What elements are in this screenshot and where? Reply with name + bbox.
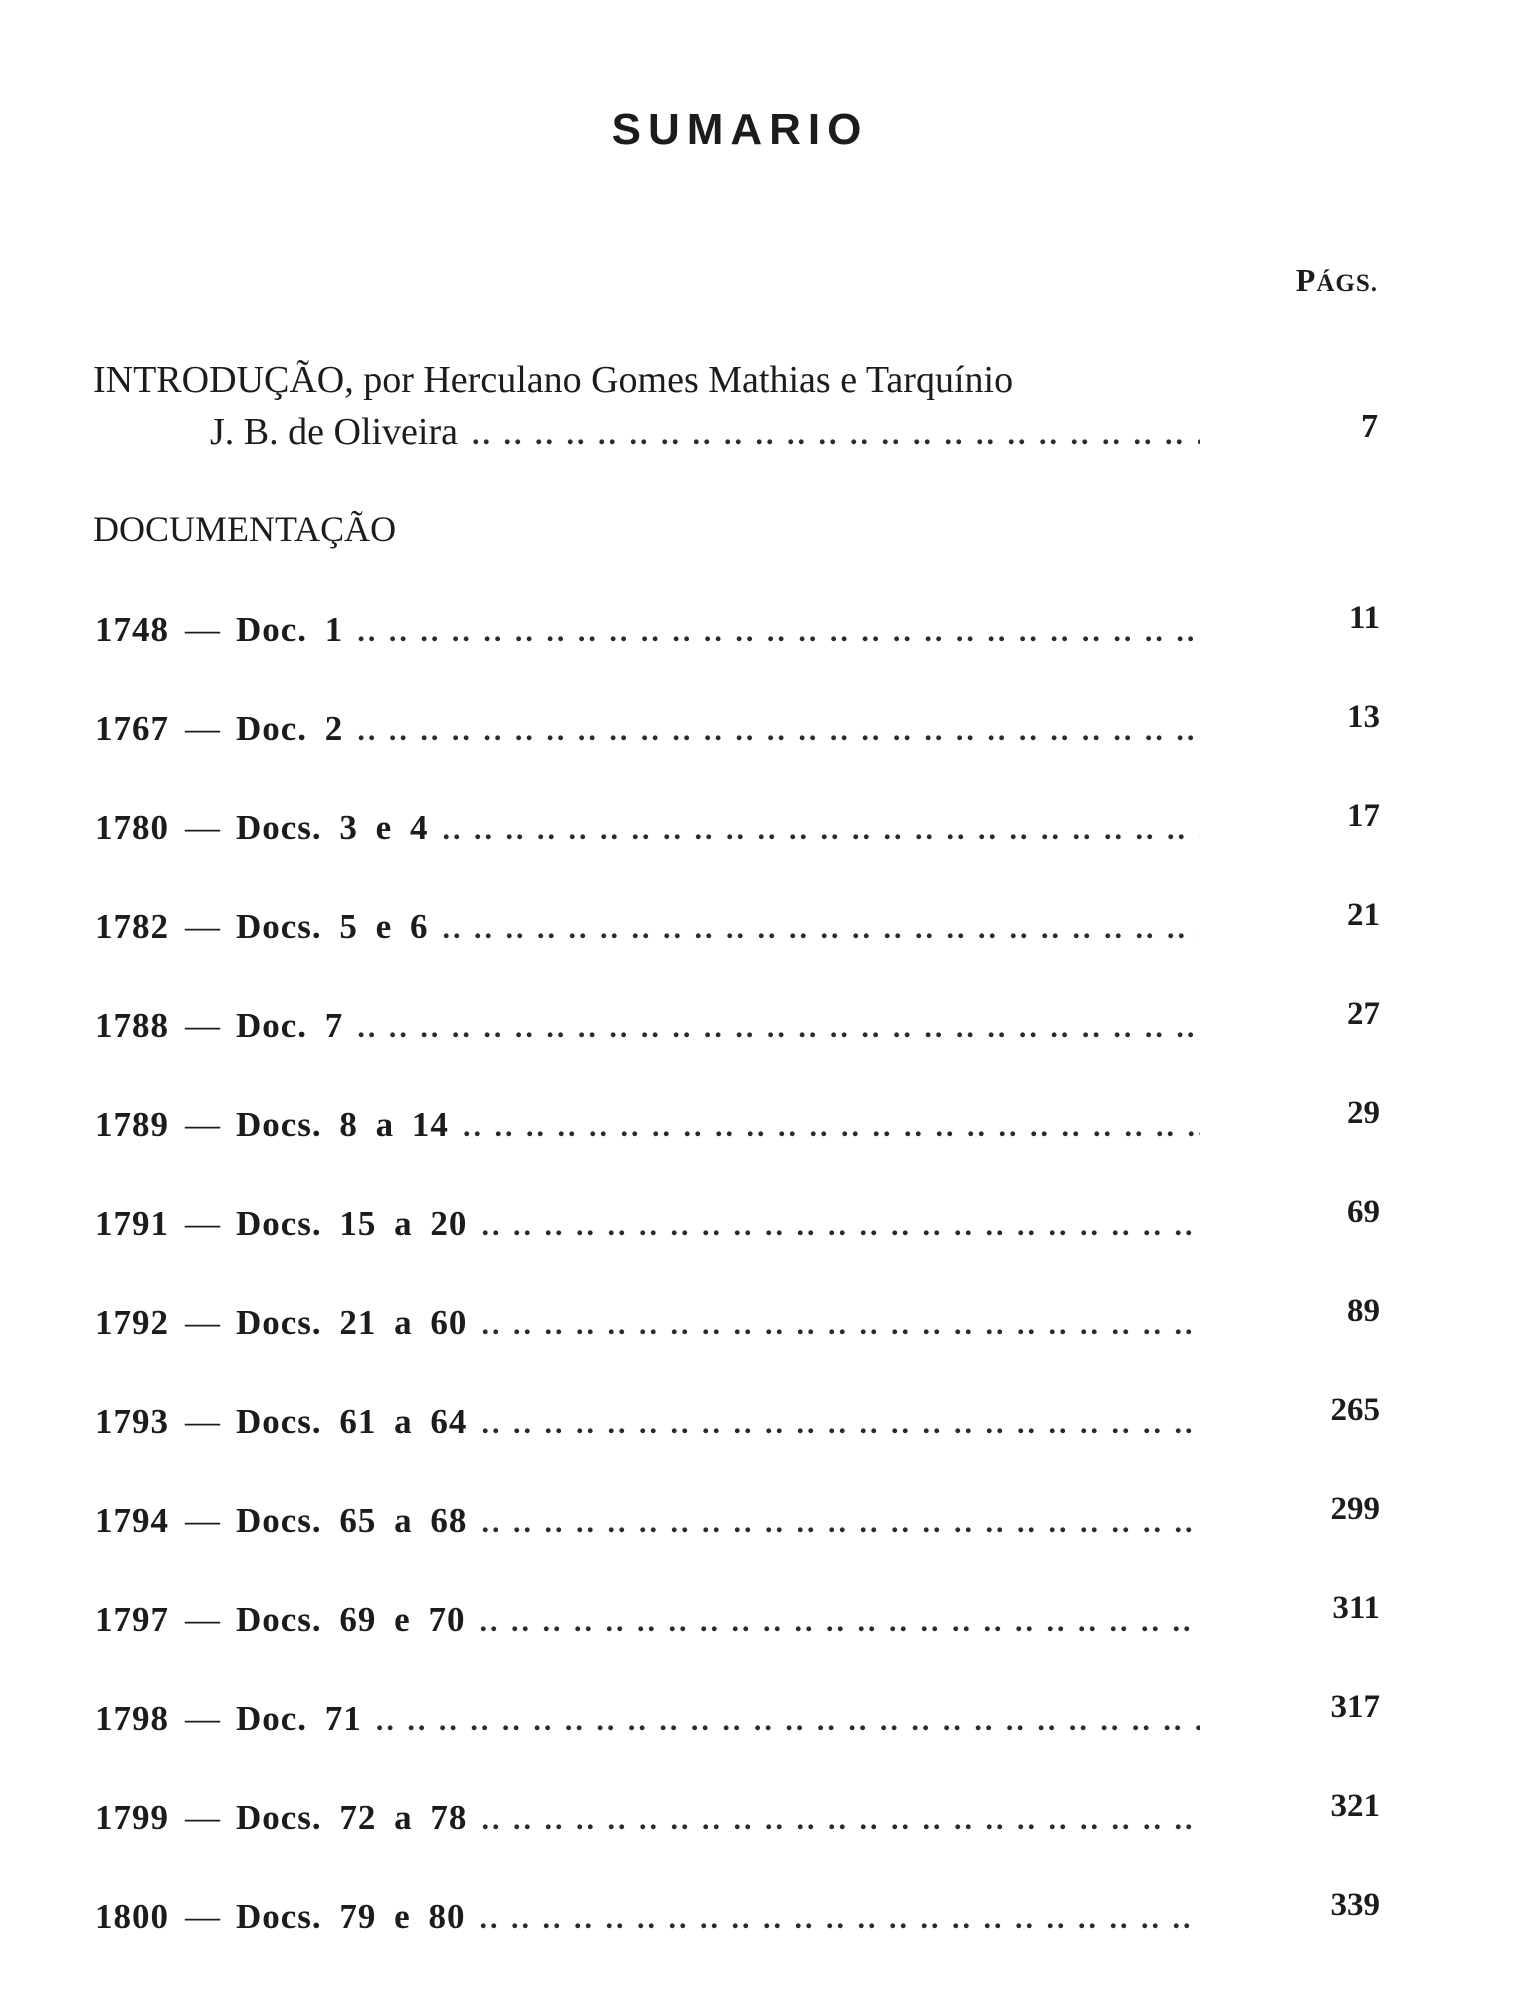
entry-docs: Docs. 72 a 78	[236, 1798, 468, 1837]
entry-page-number: 21	[1347, 897, 1380, 933]
entry-docs: Docs. 65 a 68	[236, 1501, 468, 1540]
toc-entry-text	[95, 1204, 1200, 1264]
entry-year: 1799	[95, 1798, 169, 1837]
dot-leader	[481, 1209, 1200, 1243]
toc-entry	[95, 699, 1380, 769]
toc-entry	[95, 1392, 1380, 1462]
introduction-title: INTRODUÇÃO, por Herculano Gomes Mathias e Tarquínio	[93, 359, 1014, 401]
dot-leader	[479, 1605, 1200, 1639]
entry-docs: Docs. 61 a 64	[236, 1402, 468, 1441]
toc-entry-text	[95, 1798, 1200, 1858]
entry-year: 1792	[95, 1303, 169, 1342]
entry-page-number: 299	[1330, 1491, 1380, 1527]
toc-entry	[95, 1491, 1380, 1561]
entry-dash: —	[185, 1303, 220, 1342]
entry-docs: Docs. 79 e 80	[236, 1897, 466, 1936]
toc-entry	[95, 1689, 1380, 1759]
toc-entry-text	[95, 1699, 1200, 1759]
entry-page-number: 321	[1330, 1788, 1380, 1824]
toc-entry-text	[95, 1897, 1200, 1957]
entry-dash: —	[185, 1897, 220, 1936]
dot-leader	[481, 1308, 1200, 1342]
dot-leader	[376, 1704, 1200, 1738]
toc-entry	[95, 1887, 1380, 1957]
entry-year: 1780	[95, 808, 169, 847]
toc-entry	[95, 798, 1380, 868]
entry-docs: Docs. 5 e 6	[236, 907, 429, 946]
entry-page-number: 311	[1332, 1590, 1380, 1626]
entry-page-number: 29	[1347, 1095, 1380, 1131]
toc-entry-text	[95, 1303, 1200, 1363]
entry-dash: —	[185, 610, 220, 649]
introduction-authors-line	[210, 410, 1200, 460]
entry-year: 1767	[95, 709, 169, 748]
entry-docs: Docs. 69 e 70	[236, 1600, 466, 1639]
introduction-page-number: 7	[1361, 408, 1378, 445]
toc-entry	[95, 1293, 1380, 1363]
entry-docs: Docs. 8 a 14	[236, 1105, 449, 1144]
entry-dash: —	[185, 709, 220, 748]
entry-page-number: 265	[1330, 1392, 1380, 1428]
dot-leader	[481, 1506, 1200, 1540]
toc-entry-text	[95, 1006, 1200, 1066]
entry-year: 1798	[95, 1699, 169, 1738]
toc-entry	[95, 1095, 1380, 1165]
dot-leader	[357, 1011, 1200, 1045]
page-title: SUMARIO	[611, 105, 869, 154]
entry-docs: Doc. 1	[236, 610, 344, 649]
toc-entry	[95, 1590, 1380, 1660]
introduction-authors: J. B. de Oliveira	[210, 411, 459, 453]
entry-dash: —	[185, 1006, 220, 1045]
entry-dash: —	[185, 1204, 220, 1243]
toc-entry-text	[95, 1402, 1200, 1462]
pages-header-initial: P	[1295, 262, 1317, 298]
entry-year: 1800	[95, 1897, 169, 1936]
dot-leader	[479, 1902, 1200, 1936]
dot-leader	[442, 813, 1200, 847]
toc-entry-text	[95, 610, 1200, 670]
entry-page-number: 13	[1347, 699, 1380, 735]
entry-dash: —	[185, 1699, 220, 1738]
entry-year: 1791	[95, 1204, 169, 1243]
entry-docs: Docs. 3 e 4	[236, 808, 429, 847]
entry-page-number: 69	[1347, 1194, 1380, 1230]
dot-leader	[463, 1110, 1200, 1144]
toc-entry	[95, 996, 1380, 1066]
pages-column-header	[1296, 262, 1378, 299]
entry-page-number: 89	[1347, 1293, 1380, 1329]
entry-dash: —	[185, 907, 220, 946]
toc-entry	[95, 600, 1380, 670]
entry-docs: Doc. 2	[236, 709, 344, 748]
entry-dash: —	[185, 1600, 220, 1639]
entry-page-number: 11	[1348, 600, 1380, 636]
toc-entry-text	[95, 1105, 1200, 1165]
dot-leader	[357, 615, 1200, 649]
entry-year: 1789	[95, 1105, 169, 1144]
section-heading: DOCUMENTAÇÃO	[93, 509, 397, 549]
entry-dash: —	[185, 1402, 220, 1441]
pages-header-rest: ÁGS.	[1316, 270, 1378, 297]
entry-page-number: 27	[1347, 996, 1380, 1032]
toc-entry-text	[95, 808, 1200, 868]
entry-year: 1797	[95, 1600, 169, 1639]
entry-year: 1794	[95, 1501, 169, 1540]
entry-dash: —	[185, 1501, 220, 1540]
entry-year: 1748	[95, 610, 169, 649]
toc-entry	[95, 1194, 1380, 1264]
entry-page-number: 339	[1330, 1887, 1380, 1923]
entry-page-number: 317	[1330, 1689, 1380, 1725]
entry-year: 1793	[95, 1402, 169, 1441]
toc-entry-text	[95, 1501, 1200, 1561]
toc-entry	[95, 897, 1380, 967]
entry-docs: Docs. 15 a 20	[236, 1204, 468, 1243]
dot-leader	[357, 714, 1200, 748]
entry-page-number: 17	[1347, 798, 1380, 834]
dot-leader	[481, 1407, 1200, 1441]
toc-entry-text	[95, 709, 1200, 769]
dot-leader	[472, 418, 1200, 452]
entry-docs: Docs. 21 a 60	[236, 1303, 468, 1342]
entry-dash: —	[185, 1798, 220, 1837]
entry-dash: —	[185, 1105, 220, 1144]
toc-entry-text	[95, 1600, 1200, 1660]
entry-year: 1788	[95, 1006, 169, 1045]
dot-leader	[481, 1803, 1200, 1837]
entry-dash: —	[185, 808, 220, 847]
entry-docs: Doc. 7	[236, 1006, 344, 1045]
toc-entry	[95, 1788, 1380, 1858]
toc-entry-text	[95, 907, 1200, 967]
entry-year: 1782	[95, 907, 169, 946]
entry-docs: Doc. 71	[236, 1699, 362, 1738]
dot-leader	[442, 912, 1200, 946]
